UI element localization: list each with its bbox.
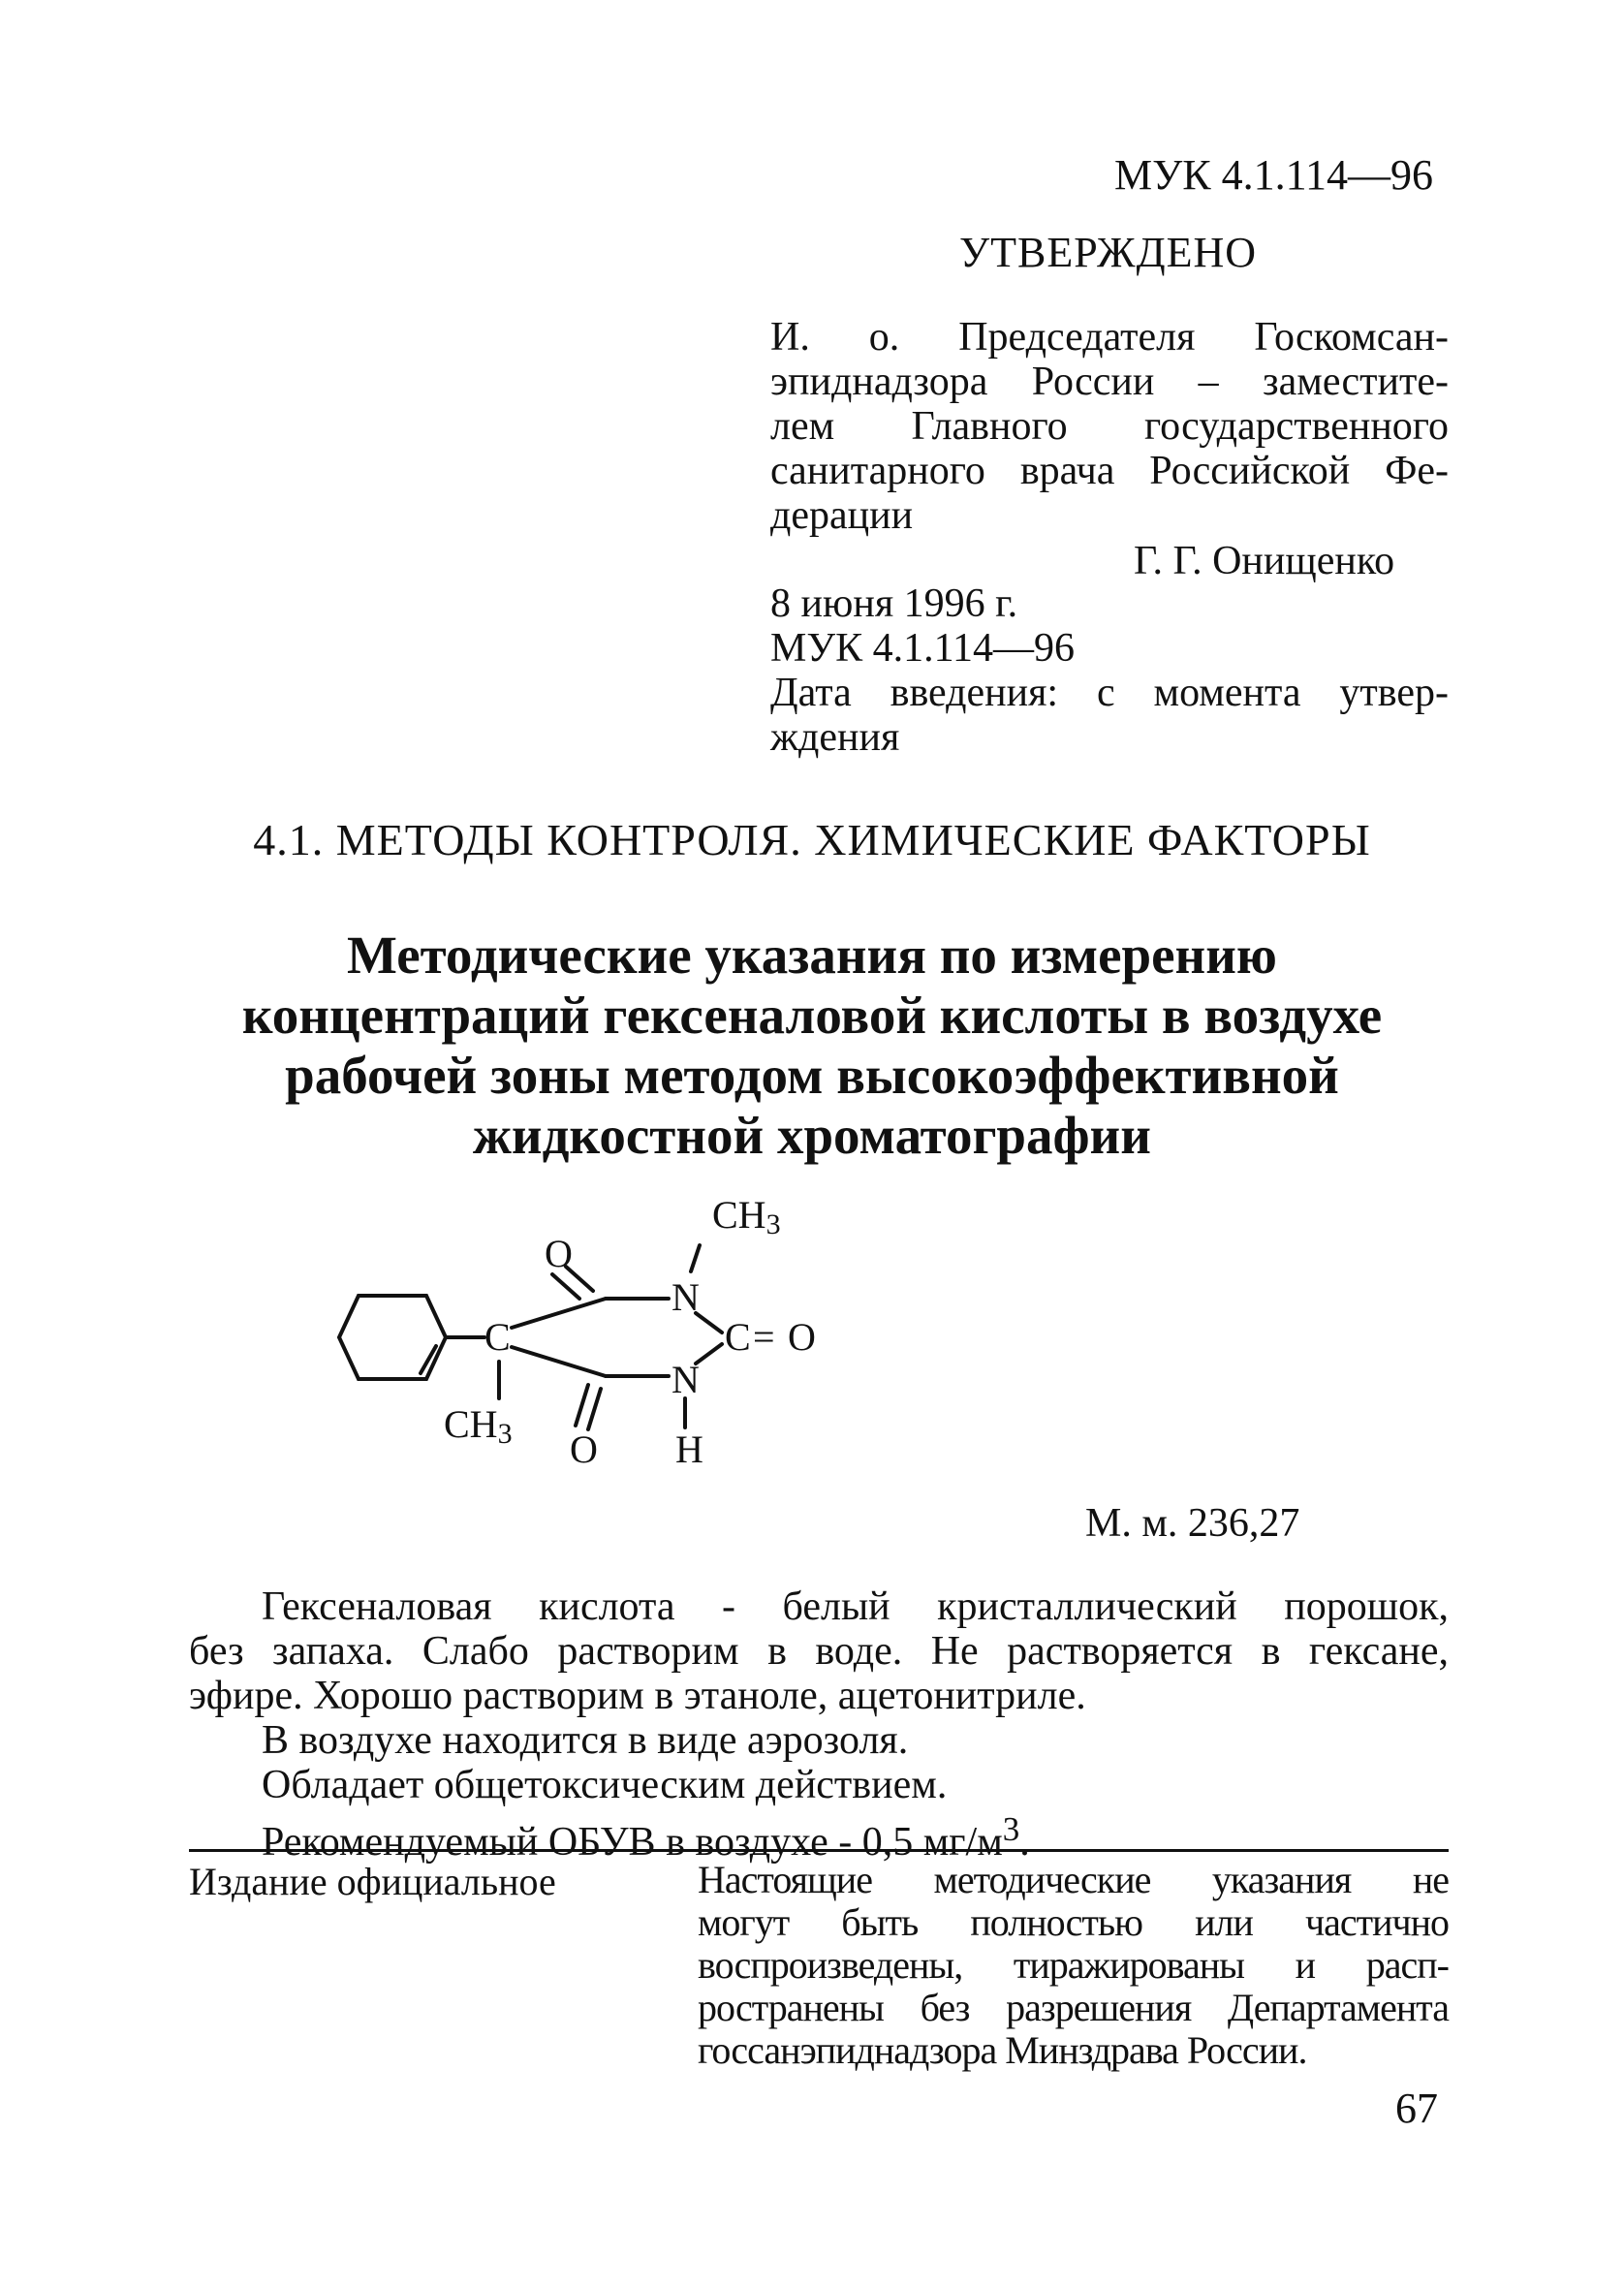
notice-line: воспроизведены, тиражированы и расп- (698, 1943, 1449, 1987)
signer-name: Г. Г. Онищенко (1134, 539, 1395, 583)
description-line: Обладает общетоксическим действием. (262, 1763, 948, 1807)
intro-date-line: Дата введения: с момента утвер- (770, 671, 1449, 715)
carbon-right-label: C (725, 1315, 751, 1359)
notice-line: могут быть полностью или частично (698, 1900, 1449, 1944)
title-line: жидкостной хроматографии (473, 1106, 1151, 1165)
approver-line: лем Главного государственного (770, 404, 1449, 449)
exposure-limit-text: Рекомендуемый ОБУВ в воздухе - 0,5 мг/м (262, 1820, 1003, 1865)
substance-description (189, 1584, 1449, 1865)
document-title (145, 925, 1479, 1166)
molar-mass: М. м. 236,27 (1085, 1501, 1300, 1546)
description-line: эфире. Хорошо растворим в этаноле, ацетонитриле. (189, 1674, 1086, 1718)
hydrogen-bottom-label: H (675, 1427, 703, 1471)
methyl-bottom-label: CH3 (444, 1402, 513, 1450)
footer-divider (189, 1849, 1449, 1852)
page-number: 67 (1395, 2085, 1438, 2132)
approver-block (770, 315, 1449, 538)
title-line: концентраций гексеналовой кислоты в воздухе (241, 986, 1383, 1045)
section-heading: 4.1. МЕТОДЫ КОНТРОЛЯ. ХИМИЧЕСКИЕ ФАКТОРЫ (253, 815, 1371, 864)
intro-date-line: ждения (770, 715, 900, 760)
methyl-top-label: CH3 (712, 1193, 781, 1240)
description-line: Гексеналовая кислота - белый кристаллический порошок, (262, 1584, 1449, 1629)
document-code: МУК 4.1.114—96 (1114, 151, 1433, 199)
document-code-repeat: МУК 4.1.114—96 (770, 626, 1076, 671)
notice-line: Настоящие методические указания не (698, 1858, 1449, 1901)
approver-line: дерации (770, 493, 914, 538)
exposure-limit-line (189, 1807, 1449, 1865)
carbon-center-label: C (484, 1315, 511, 1359)
oxygen-bottom-label: O (570, 1427, 598, 1471)
approver-line: санитарного врача Российской Фе- (770, 449, 1449, 493)
approval-date: 8 июня 1996 г. (770, 581, 1018, 626)
exposure-limit-end: . (1019, 1820, 1030, 1865)
oxygen-right-label: O (788, 1315, 816, 1359)
description-line: без запаха. Слабо растворим в воде. Не растворяется в гексане, (189, 1629, 1449, 1674)
nitrogen-top-label: N (671, 1275, 700, 1319)
approver-line: эпиднадзора России – заместите- (770, 360, 1449, 404)
copyright-notice (698, 1859, 1449, 2072)
description-line: В воздухе находится в виде аэрозоля. (262, 1718, 909, 1763)
title-line: Методические указания по измерению (347, 925, 1277, 985)
oxygen-top-label: O (545, 1232, 573, 1275)
notice-line: госсанэпиднадзора Минздрава России. (698, 2028, 1307, 2072)
approved-stamp: УТВЕРЖДЕНО (959, 229, 1258, 276)
notice-line: ространены без разрешения Департамента (698, 1986, 1449, 2029)
approval-meta (770, 581, 1449, 760)
exposure-limit-exponent: 3 (1002, 1810, 1020, 1848)
title-line: рабочей зоны методом высокоэффективной (285, 1046, 1339, 1105)
approver-line: И. о. Председателя Госкомсан- (770, 315, 1449, 360)
structural-formula (291, 1177, 911, 1497)
official-edition-label: Издание официальное (189, 1860, 556, 1903)
double-bond-sign: = (753, 1315, 775, 1359)
nitrogen-bottom-label: N (671, 1358, 700, 1401)
